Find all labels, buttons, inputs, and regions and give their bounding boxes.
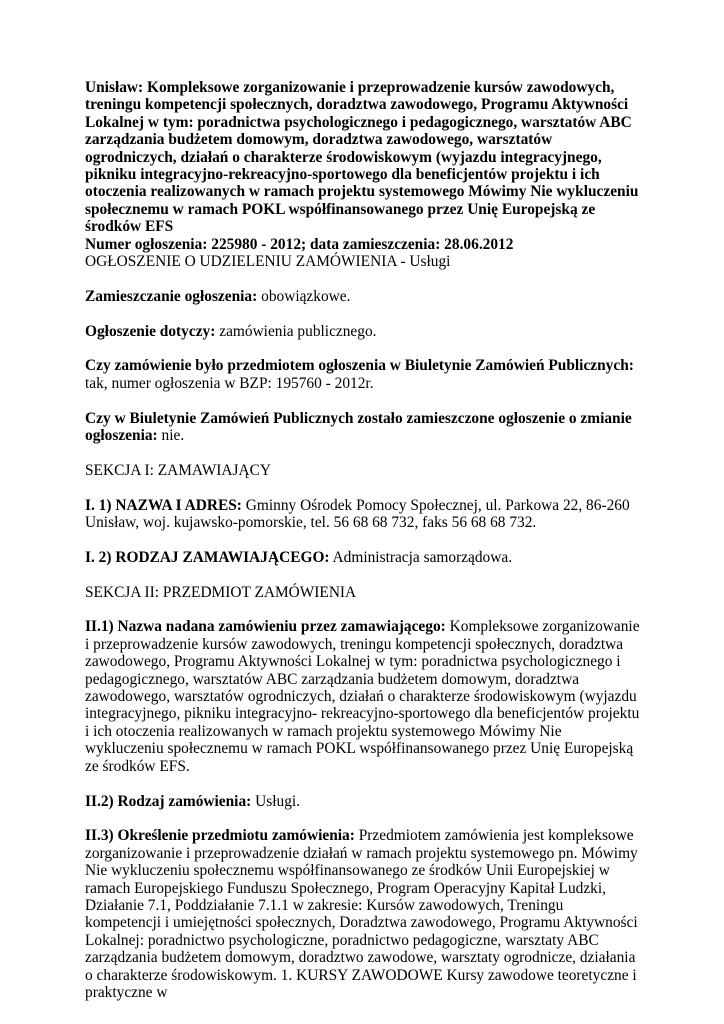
- notice-number: Numer ogłoszenia: 225980 - 2012; data zamieszczenia: 28.06.2012: [85, 235, 514, 253]
- field-placement: [85, 288, 640, 305]
- field-value: Przedmiotem zamówienia jest kompleksowe zorganizowanie i przeprowadzenie działań w ramach projektu systemowego pn. Mówimy Nie wykluczeniu społecznemu współfinansowanego ze środków Unii Europejskiej w ramach Europejskiego Funduszu Społecznego, Program Operacyjny Kapitał Ludzki, Działanie 7.1, Poddziałanie 7.1.1 w zakresie: Kursów zawodowych, Treningu kompetencji i umiejętności społecznych, Doradztwa zawodowego, Programu Aktywności Lokalnej: poradnictwo psychologiczne, poradnictwo pedagogiczne, warsztaty ABC zarządzania budżetem domowym, doradztwo zawodowe, warsztaty ogrodnicze, działania o charakterze środowiskowym. 1. KURSY ZAWODOWE Kursy zawodowe teoretyczne i praktyczne w: [85, 827, 638, 1001]
- field-label: II.1) Nazwa nadana zamówieniu przez zamawiającego:: [85, 618, 446, 636]
- field-order-kind: [85, 793, 640, 810]
- field-label: Czy w Biuletynie Zamówień Publicznych zostało zamieszczone ogłoszenie o zmianie ogłoszenia:: [85, 409, 632, 445]
- section-1-heading: SEKCJA I: ZAMAWIAJĄCY: [85, 461, 272, 479]
- field-order-subject: [85, 827, 640, 1001]
- field-order-name: [85, 618, 640, 775]
- notice-type: OGŁOSZENIE O UDZIELENIU ZAMÓWIENIA - Usługi: [85, 253, 451, 271]
- field-label: Zamieszczanie ogłoszenia:: [85, 287, 258, 305]
- field-label: Czy zamówienie było przedmiotem ogłoszenia w Biuletynie Zamówień Publicznych:: [85, 357, 634, 375]
- document-title: Unisław: Kompleksowe zorganizowanie i przeprowadzenie kursów zawodowych, treningu kompetencji społecznych, doradztwa zawodowego, Programu Aktywności Lokalnej w tym: poradnictwa psychologicznego i pedagogicznego, warsztatów ABC zarządzania budżetem domowym, doradztwa zawodowego, warsztatów ogrodniczych, działań o charakterze środowiskowym (wyjazdu integracyjnego, pikniku integracyjno-rekreacyjno-sportowego dla beneficjentów projektu i ich otoczenia realizowanych w ramach projektu systemowego Mówimy Nie wykluczeniu społecznemu w ramach POKL współfinansowanego przez Unię Europejską ze środków EFS: [85, 79, 639, 236]
- field-label: I. 2) RODZAJ ZAMAWIAJĄCEGO:: [85, 548, 330, 566]
- field-value: Gminny Ośrodek Pomocy Społecznej, ul. Parkowa 22, 86-260 Unisław, woj. kujawsko-pomorskie, tel. 56 68 68 732, faks 56 68 68 732.: [85, 496, 630, 532]
- field-bzp-subject: [85, 357, 640, 392]
- field-label: II.2) Rodzaj zamówienia:: [85, 792, 252, 810]
- field-value: zamówienia publicznego.: [219, 322, 377, 340]
- field-value: Kompleksowe zorganizowanie i przeprowadzenie kursów zawodowych, treningu kompetencji społecznych, doradztwa zawodowego, Programu Aktywności Lokalnej w tym: poradnictwa psychologicznego i pedagogicznego, warsztatów ABC zarządzania budżetem domowym, doradztwa zawodowego, warsztatów ogrodniczych, działań o charakterze środowiskowym (wyjazdu integracyjnego, pikniku integracyjno- rekreacyjno-sportowego dla beneficjentów projektu i ich otoczenia realizowanych w ramach projektu systemowego Mówimy Nie wykluczeniu społecznemu w ramach POKL współfinansowanego przez Unię Europejską ze środków EFS.: [85, 618, 640, 775]
- field-value: Administracja samorządowa.: [332, 548, 513, 566]
- field-value: tak, numer ogłoszenia w BZP: 195760 - 2012r.: [85, 374, 374, 392]
- field-concerns: [85, 323, 640, 340]
- section-2-heading: SEKCJA II: PRZEDMIOT ZAMÓWIENIA: [85, 583, 357, 601]
- field-label: I. 1) NAZWA I ADRES:: [85, 496, 242, 514]
- field-label: II.3) Określenie przedmiotu zamówienia:: [85, 827, 355, 845]
- field-bzp-change: [85, 410, 640, 445]
- field-name-address: [85, 497, 640, 532]
- field-value: nie.: [161, 427, 185, 445]
- field-value: Usługi.: [255, 792, 301, 810]
- field-label: Ogłoszenie dotyczy:: [85, 322, 216, 340]
- field-contracting-type: [85, 549, 640, 566]
- field-value: obowiązkowe.: [261, 287, 351, 305]
